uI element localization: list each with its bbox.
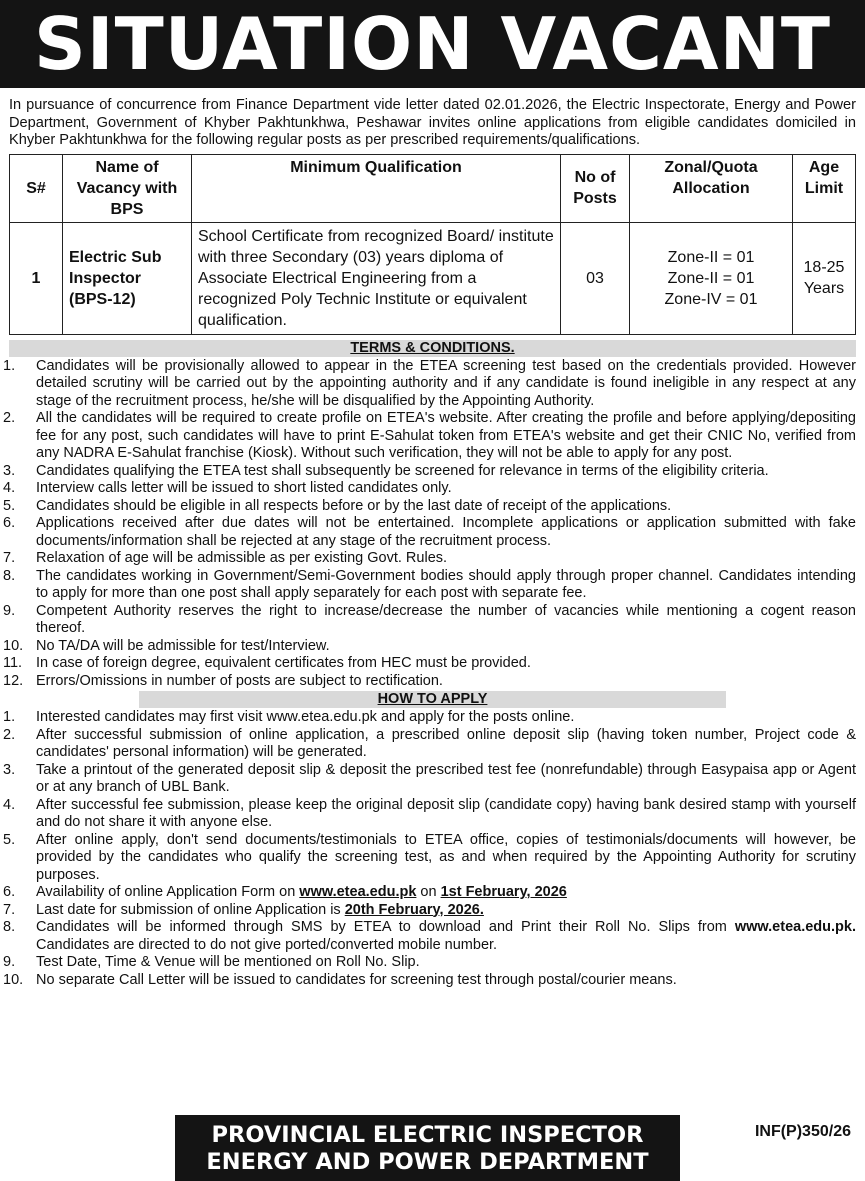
list-item: 10. No separate Call Letter will be issued to candidates for screening test through postal/courier means. (3, 971, 677, 988)
etea-website-link[interactable]: www.etea.edu.pk (299, 884, 417, 900)
col-header-qualification: Minimum Qualification (192, 154, 561, 222)
zone-line: Zone-II = 01 (667, 269, 755, 287)
list-item: 4. Interview calls letter will be issued to short listed candidates only. (3, 480, 452, 496)
list-item: 11. In case of foreign degree, equivalent certificates from HEC must be provided. (3, 655, 531, 671)
col-header-age: Age Limit (793, 154, 856, 222)
cell-age-limit: 18-25 Years (793, 222, 856, 334)
list-item: 3. Candidates qualifying the ETEA test shall subsequently be screened for relevance in terms of the eligibility criteria. (3, 462, 769, 479)
list-item: 1. Interested candidates may first visit www.etea.edu.pk and apply for the posts online. (3, 709, 575, 725)
list-item: 8. The candidates working in Government/Semi-Government bodies should apply through proper channel. Candidates intending to apply for more than one post shall apply separately for each post with separate fee. (3, 567, 856, 601)
list-item: 5. Candidates should be eligible in all respects before or by the last date of receipt of the applications. (3, 497, 672, 514)
col-header-zone: Zonal/Quota Allocation (630, 154, 793, 222)
list-item: 2. All the candidates will be required to create profile on ETEA's website. After creating the profile and before applying/depositing fee for any post, such candidates will have to print E-Sahulat token from ETEA's website and get their CNIC No, verified from any NADRA E-Sahulat franchise (Kiosk). Without such verification, they will not be able to apply for any post. (3, 410, 856, 461)
list-item: 10. No TA/DA will be admissible for test/Interview. (3, 637, 330, 654)
list-item: 8. Candidates will be informed through SMS by ETEA to download and Print their Roll No. Slips from www.etea.edu.pk. Candidates are directed to do not give ported/converted mobile number. (3, 919, 856, 953)
table-row (10, 222, 856, 334)
list-item: 4. After successful fee submission, please keep the original deposit slip (candidate copy) having bank desired stamp with yourself and do not share it with anyone else. (3, 796, 856, 830)
list-item: 9. Test Date, Time & Venue will be mentioned on Roll No. Slip. (3, 954, 420, 970)
list-item: 12. Errors/Omissions in number of posts are subject to rectification. (3, 672, 443, 689)
intro-paragraph: In pursuance of concurrence from Finance Department vide letter dated 02.01.2026, the Electric Inspectorate, Energy and Power Department, Government of Khyber Pakhtunkhwa, Peshawar invites online applications from eligible candidates domiciled in Khyber Pakhtunkhwa for the following regular posts as per prescribed requirements/qualifications. (9, 97, 856, 148)
availability-date: 1st February, 2026 (440, 884, 567, 900)
list-item: 7. Last date for submission of online Application is 20th February, 2026. (3, 901, 484, 918)
etea-website-link[interactable]: www.etea.edu.pk. (734, 919, 856, 935)
page-title: SITUATION VACANT (0, 0, 865, 88)
list-item: 2. After successful submission of online application, a prescribed online deposit slip (having token number, Project code & candidates' personal information) will be generated. (3, 726, 856, 760)
table-header-row (10, 154, 856, 222)
reference-number: INF(P)350/26 (754, 1123, 851, 1140)
authority-line-2: ENERGY AND POWER DEPARTMENT (206, 1149, 649, 1175)
col-header-posts: No of Posts (561, 154, 630, 222)
authority-line-1: PROVINCIAL ELECTRIC INSPECTOR (211, 1122, 644, 1148)
howto-heading-bar (139, 691, 726, 708)
cell-sno: 1 (10, 222, 63, 334)
howto-list (3, 709, 856, 989)
list-item: 9. Competent Authority reserves the right to increase/decrease the number of vacancies while mentioning a cogent reason thereof. (3, 602, 856, 636)
list-item: 6. Applications received after due dates will not be entertained. Incomplete applications or application submitted with fake documents/information shall be rejected at any stage of the recruitment process. (3, 515, 856, 549)
list-item: 5. After online apply, don't send documents/testimonials to ETEA office, copies of testimonials/documents will however, be provided by the candidates who qualify the screening test, as and when required by the Appointing Authority for scrutiny purposes. (3, 831, 856, 883)
footer (0, 1115, 865, 1181)
list-item: 3. Take a printout of the generated deposit slip & deposit the prescribed test fee (nonrefundable) through Easypaisa app or Agent or at any branch of UBL Bank. (3, 761, 856, 795)
list-item: 7. Relaxation of age will be admissible as per existing Govt. Rules. (3, 550, 448, 566)
terms-list (3, 357, 856, 691)
zone-line: Zone-IV = 01 (664, 290, 758, 308)
cell-vacancy-name: Electric Sub Inspector (BPS-12) (63, 222, 192, 334)
terms-heading: TERMS & CONDITIONS. (350, 339, 515, 356)
col-header-name: Name of Vacancy with BPS (63, 154, 192, 222)
cell-zone-allocation (630, 222, 793, 334)
howto-heading: HOW TO APPLY (377, 691, 488, 707)
terms-heading-bar (9, 340, 856, 357)
list-item: 6. Availability of online Application Form on www.etea.edu.pk on 1st February, 2026 (3, 884, 567, 900)
cell-posts: 03 (561, 222, 630, 334)
zone-line: Zone-II = 01 (667, 248, 755, 266)
last-date: 20th February, 2026. (344, 901, 484, 918)
list-item: 1. Candidates will be provisionally allowed to appear in the ETEA screening test based on the credentials provided. However detailed scrutiny will be carried out by the appointing authority and if any candidate is found ineligible in any respect at any stage of the recruitment process, he/she will be disqualified by the Appointing Authority. (3, 357, 856, 409)
col-header-sno: S# (10, 154, 63, 222)
cell-qualification: School Certificate from recognized Board/ institute with three Secondary (03) years diploma of Associate Electrical Engineering from a recognized Poly Technic Institute or equivalent qualification. (192, 222, 561, 334)
issuing-authority-box (175, 1115, 680, 1181)
vacancy-table (9, 154, 856, 335)
